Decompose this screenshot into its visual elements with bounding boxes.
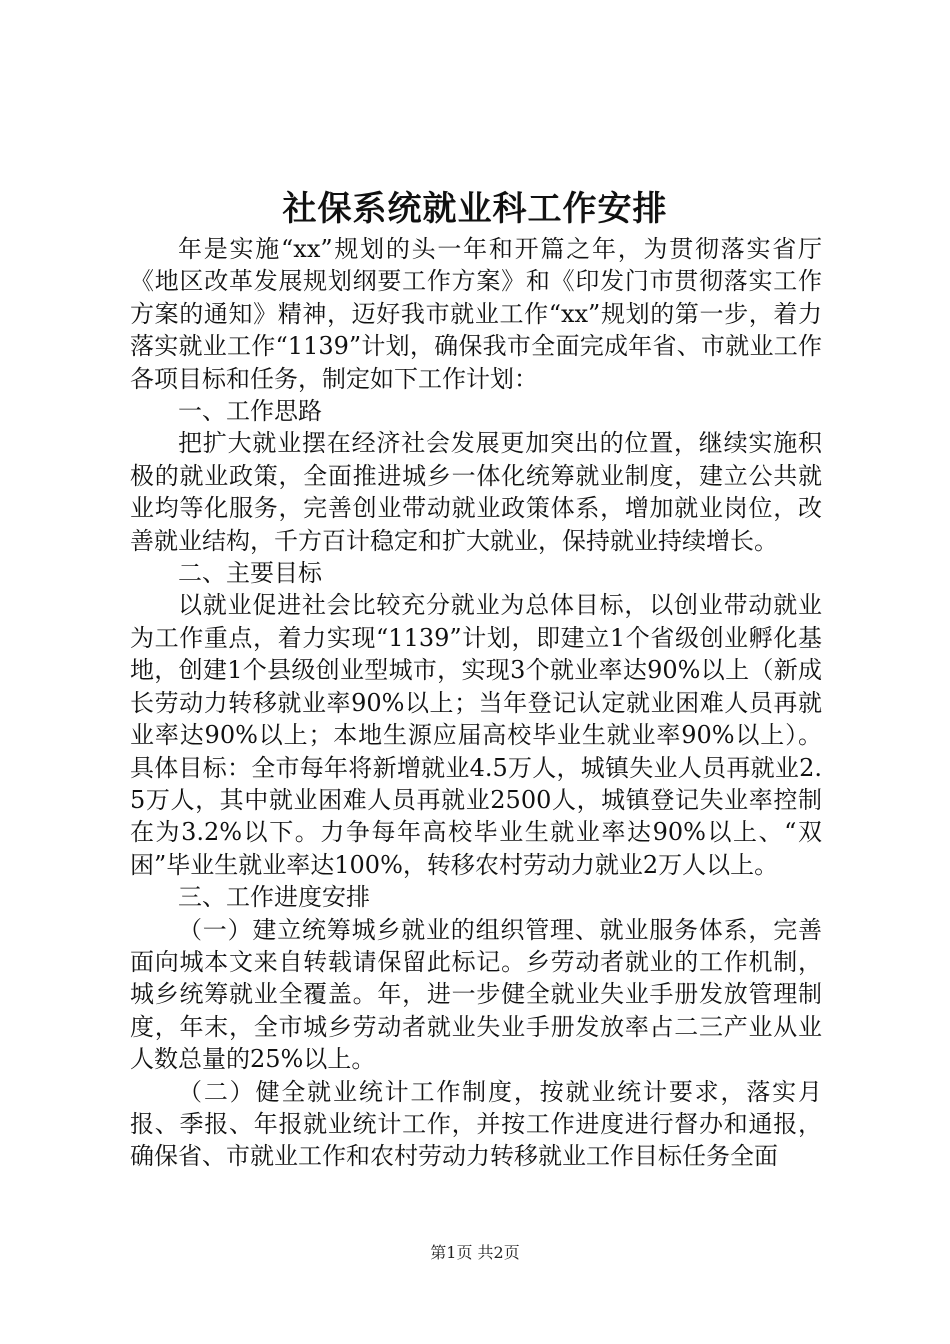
section-heading-3: 三、工作进度安排 (178, 883, 370, 912)
section-2-paragraph: 以就业促进社会比较充分就业为总体目标，以创业带动就业为工作重点，着力实现“1139”计划，即建立1个省级创业孵化基地，创建1个县级创业型城市，实现3个就业率达90%以上（新成长劳动力转移就业率90%以上；当年登记认定就业困难人员再就业率达90%以上；本地生源应届高校毕业生就业率90%以上）。具体目标：全市每年将新增就业4.5万人，城镇失业人员再就业2.5万人，其中就业困难人员再就业2500人，城镇登记失业率控制在为3.2%以下。力争每年高校毕业生就业率达90%以上、“双困”毕业生就业率达100%，转移农村劳动力就业2万人以上。 (130, 591, 822, 879)
document-title: 社保系统就业科工作安排 (282, 189, 668, 229)
section-heading-1: 一、工作思路 (178, 397, 322, 426)
document-body (130, 233, 822, 1173)
section-heading-2: 二、主要目标 (178, 559, 322, 588)
section-1-paragraph: 把扩大就业摆在经济社会发展更加突出的位置，继续实施积极的就业政策，全面推进城乡一体化统筹就业制度，建立公共就业均等化服务，完善创业带动就业政策体系，增加就业岗位，改善就业结构，千方百计稳定和扩大就业，保持就业持续增长。 (130, 429, 822, 555)
subsection-1-paragraph: （一）建立统筹城乡就业的组织管理、就业服务体系，完善面向城本文来自转载请保留此标记。乡劳动者就业的工作机制，城乡统筹就业全覆盖。年，进一步健全就业失业手册发放管理制度，年末，全市城乡劳动者就业失业手册发放率占二三产业从业人数总量的25%以上。 (130, 915, 822, 1074)
subsection-2-paragraph: （二）健全就业统计工作制度，按就业统计要求，落实月报、季报、年报就业统计工作，并按工作进度进行督办和通报，确保省、市就业工作和农村劳动力转移就业工作目标任务全面 (130, 1077, 822, 1171)
page-number-footer: 第1页 共2页 (430, 1243, 520, 1262)
intro-paragraph: 年是实施“xx”规划的头一年和开篇之年，为贯彻落实省厅《地区改革发展规划纲要工作方案》和《印发门市贯彻落实工作方案的通知》精神，迈好我市就业工作“xx”规划的第一步，着力落实就业工作“1139”计划，确保我市全面完成年省、市就业工作各项目标和任务，制定如下工作计划： (130, 235, 822, 393)
